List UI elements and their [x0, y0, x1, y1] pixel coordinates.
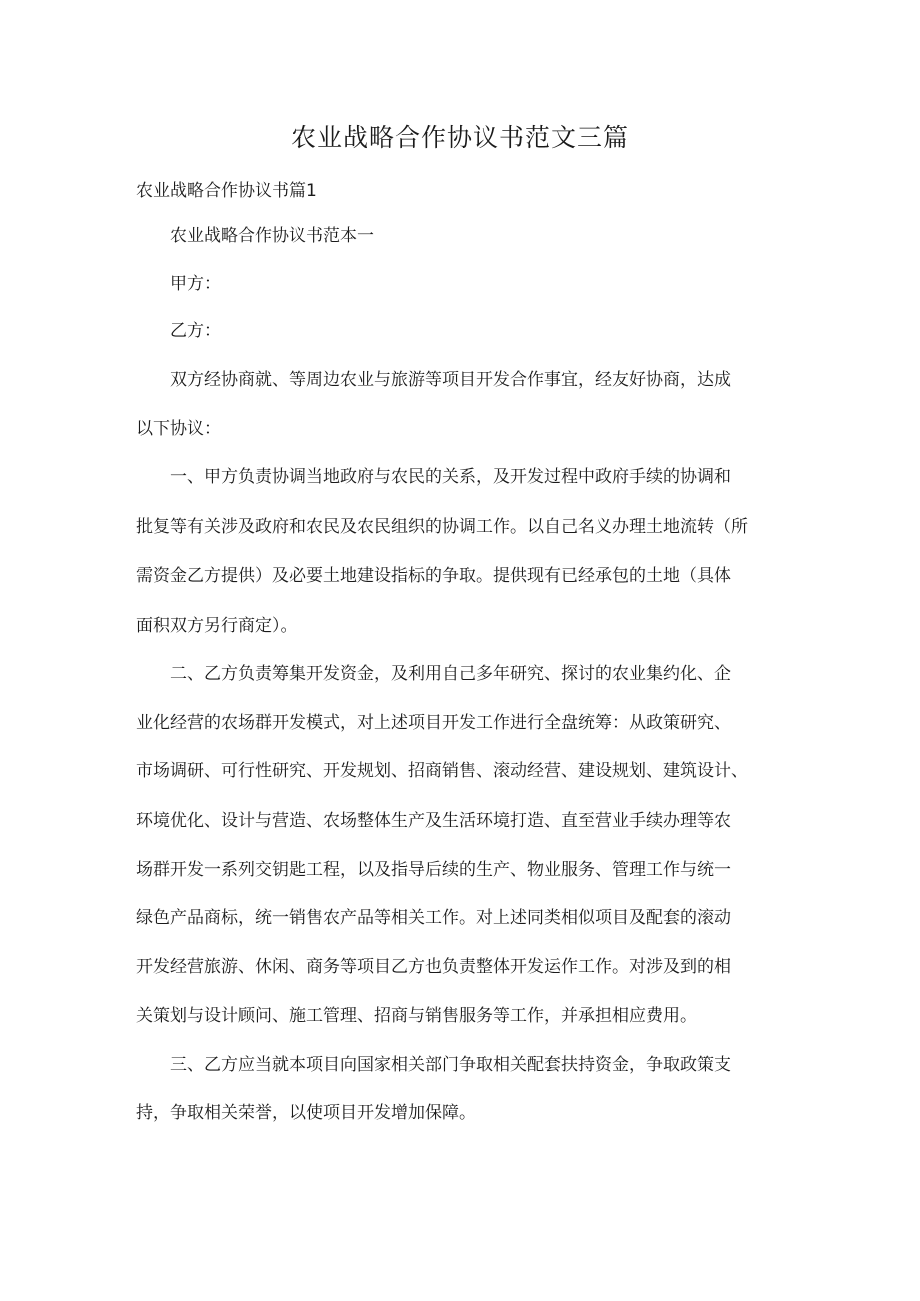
subtitle: 农业战略合作协议书范本一 [170, 226, 374, 246]
party-a-line [136, 260, 786, 310]
paragraph-line: 场群开发一系列交钥匙工程，以及指导后续的生产、物业服务、管理工作与统一 [136, 860, 731, 880]
party-a-label: 甲方： [170, 274, 221, 294]
party-b-line [136, 307, 786, 357]
paragraph-line: 一、甲方负责协调当地政府与农民的关系，及开发过程中政府手续的协调和 [136, 467, 731, 487]
paragraph-line: 开发经营旅游、休闲、商务等项目乙方也负责整体开发运作工作。对涉及到的相 [136, 957, 731, 977]
party-b-label: 乙方： [170, 321, 221, 341]
paragraph-line: 以下协议： [136, 419, 221, 439]
paragraph-line: 需资金乙方提供）及必要土地建设指标的争取。提供现有已经承包的土地（具体 [136, 566, 731, 586]
paragraph-line: 绿色产品商标，统一销售农产品等相关工作。对上述同类相似项目及配套的滚动 [136, 908, 731, 928]
paragraph-line: 市场调研、可行性研究、开发规划、招商销售、滚动经营、建设规划、建筑设计、 [136, 761, 748, 781]
paragraph-line: 持，争取相关荣誉，以使项目开发增加保障。 [136, 1103, 476, 1123]
paragraph-line: 三、乙方应当就本项目向国家相关部门争取相关配套扶持资金，争取政策支 [136, 1055, 731, 1075]
paragraph-line: 业化经营的农场群开发模式，对上述项目开发工作进行全盘统筹：从政策研究、 [136, 713, 731, 733]
paragraph-line: 双方经协商就、等周边农业与旅游等项目开发合作事宜，经友好协商，达成 [136, 370, 731, 390]
paragraph-line: 面积双方另行商定）。 [136, 616, 298, 636]
subtitle-line [136, 212, 786, 262]
paragraph-line: 批复等有关涉及政府和农民及农民组织的协调工作。以自己名义办理土地流转（所 [136, 517, 748, 537]
paragraph-line: 关策划与设计顾问、施工管理、招商与销售服务等工作，并承担相应费用。 [136, 1006, 697, 1026]
document-title: 农业战略合作协议书范文三篇 [290, 123, 629, 152]
section-heading: 农业战略合作协议书篇1 [136, 181, 317, 201]
paragraph-line: 二、乙方负责筹集开发资金，及利用自己多年研究、探讨的农业集约化、企 [136, 664, 731, 684]
paragraph-line: 环境优化、设计与营造、农场整体生产及生活环境打造、直至营业手续办理等农 [136, 811, 731, 831]
